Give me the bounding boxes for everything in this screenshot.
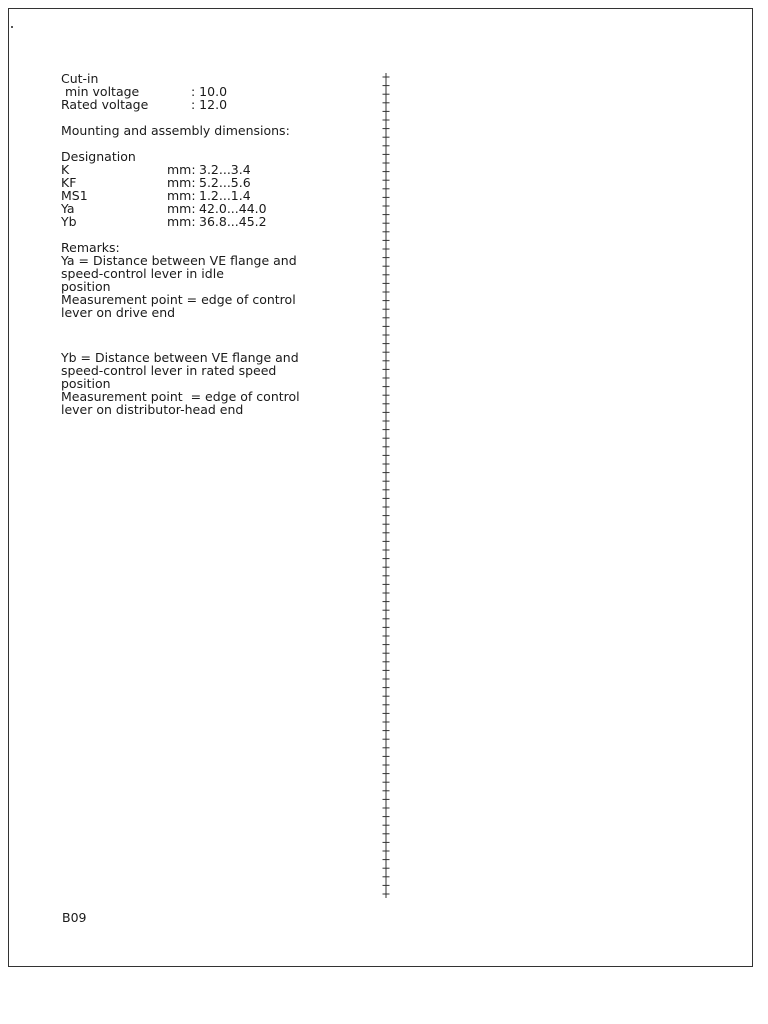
dimension-label: MS1 xyxy=(61,188,88,203)
remark-line: Measurement point = edge of control xyxy=(61,292,296,307)
remark-line: lever on distributor-head end xyxy=(61,402,244,417)
dimension-value: 36.8...45.2 xyxy=(199,214,267,229)
column-tick-rail xyxy=(380,73,392,898)
remarks-heading: Remarks: xyxy=(61,240,120,255)
dimension-unit: mm: xyxy=(167,214,196,229)
document-body xyxy=(61,72,361,416)
page-code: B09 xyxy=(62,910,87,925)
remark-line: position xyxy=(61,279,111,294)
dimension-value: 1.2...1.4 xyxy=(199,188,251,203)
rated-voltage-row xyxy=(61,98,361,111)
dimension-unit: mm: xyxy=(167,175,196,190)
designation-label: Designation xyxy=(61,149,136,164)
remark-line: position xyxy=(61,376,111,391)
dimension-unit: mm: xyxy=(167,162,196,177)
rated-voltage-value: : 12.0 xyxy=(191,97,228,112)
min-voltage-label: min voltage xyxy=(61,84,140,99)
dimension-label: K xyxy=(61,162,70,177)
dimension-unit: mm: xyxy=(167,201,196,216)
dimension-unit: mm: xyxy=(167,188,196,203)
remark-line: speed-control lever in rated speed xyxy=(61,363,277,378)
remark-line: lever on drive end xyxy=(61,305,176,320)
remark-line: Ya = Distance between VE flange and xyxy=(61,253,297,268)
dimension-value: 42.0...44.0 xyxy=(199,201,267,216)
dimension-label: KF xyxy=(61,175,77,190)
dimension-value: 3.2...3.4 xyxy=(199,162,251,177)
mounting-heading: Mounting and assembly dimensions: xyxy=(61,123,290,138)
remark-line: Measurement point = edge of control xyxy=(61,389,300,404)
cut-in-heading: Cut-in xyxy=(61,71,99,86)
remark-line: Yb = Distance between VE flange and xyxy=(61,350,299,365)
remark-line: speed-control lever in idle xyxy=(61,266,224,281)
dimension-value: 5.2...5.6 xyxy=(199,175,251,190)
min-voltage-value: : 10.0 xyxy=(191,84,228,99)
tick-rail-graphic xyxy=(380,73,392,898)
scan-speck xyxy=(11,26,13,28)
rated-voltage-label: Rated voltage xyxy=(61,97,149,112)
dimension-label: Ya xyxy=(61,201,75,216)
dimension-label: Yb xyxy=(61,214,77,229)
dimension-row-yb xyxy=(61,215,361,228)
